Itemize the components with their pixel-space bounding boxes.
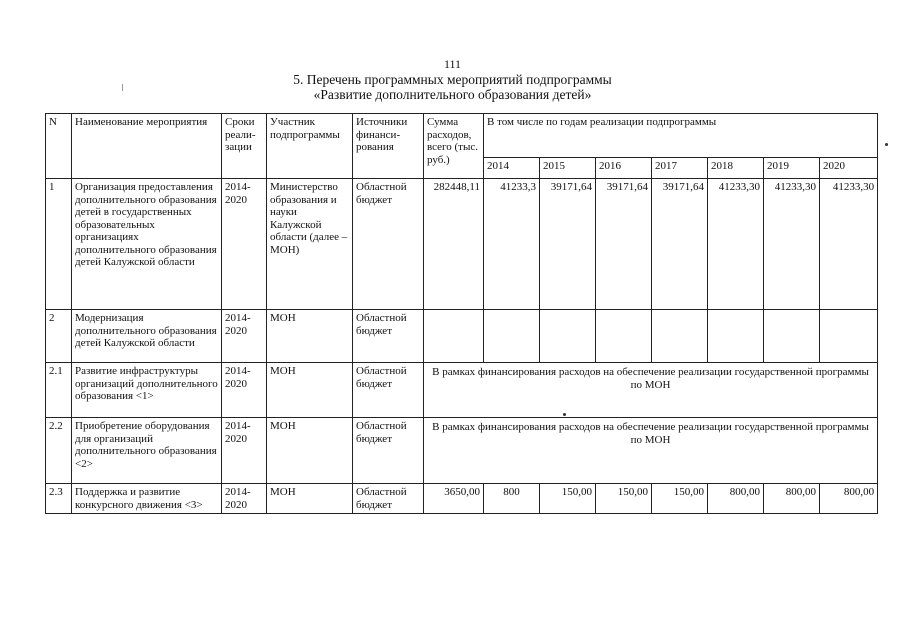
year-header: 2020: [820, 158, 878, 179]
page-title: [0, 72, 905, 102]
year-value: 800,00: [820, 484, 878, 514]
year-value: [540, 310, 596, 363]
funding-source: Областной бюджет: [353, 484, 424, 514]
year-header: 2018: [708, 158, 764, 179]
year-value: 150,00: [540, 484, 596, 514]
funding-source: Областной бюджет: [353, 418, 424, 484]
funding-source: Областной бюджет: [353, 179, 424, 310]
activity-participant: МОН: [267, 418, 353, 484]
funding-source: Областной бюджет: [353, 310, 424, 363]
financing-note: В рамках финансирования расходов на обеспечение реализации государственной программы по МОН: [424, 363, 878, 418]
year-header: 2014: [484, 158, 540, 179]
year-value: 150,00: [652, 484, 708, 514]
year-header: 2016: [596, 158, 652, 179]
title-line-2: «Развитие дополнительного образования детей»: [313, 87, 592, 102]
year-header: 2017: [652, 158, 708, 179]
activity-name: Развитие инфраструктуры организаций дополнительного образования <1>: [72, 363, 222, 418]
activity-name: Модернизация дополнительного образования детей Калужской области: [72, 310, 222, 363]
year-value: 800,00: [708, 484, 764, 514]
financing-note: В рамках финансирования расходов на обеспечение реализации государственной программы по МОН: [424, 418, 878, 484]
header-terms: Сроки реали-зации: [222, 114, 267, 179]
header-n: N: [46, 114, 72, 179]
header-sources: Источники финанси-рования: [353, 114, 424, 179]
row-number: 2.2: [46, 418, 72, 484]
header-total: Сумма расходов, всего (тыс. руб.): [424, 114, 484, 179]
activity-participant: Министерство образования и науки Калужской области (далее – МОН): [267, 179, 353, 310]
header-participant: Участник подпрограммы: [267, 114, 353, 179]
table-row: [46, 484, 878, 514]
year-value: [596, 310, 652, 363]
funding-source: Областной бюджет: [353, 363, 424, 418]
row-number: 1: [46, 179, 72, 310]
year-value: 39171,64: [540, 179, 596, 310]
year-value: 41233,30: [820, 179, 878, 310]
table-row: [46, 418, 878, 484]
header-by-years: В том числе по годам реализации подпрограммы: [484, 114, 878, 158]
year-value: [484, 310, 540, 363]
page-number: 111: [443, 57, 462, 71]
row-number: 2.3: [46, 484, 72, 514]
activity-name: Поддержка и развитие конкурсного движения <3>: [72, 484, 222, 514]
year-value: 150,00: [596, 484, 652, 514]
year-value: 800,00: [764, 484, 820, 514]
table-row: [46, 310, 878, 363]
year-header: 2019: [764, 158, 820, 179]
activity-name: Организация предоставления дополнительного образования детей в государственных образовательных организациях дополнительного образования детей Калужской области: [72, 179, 222, 310]
activity-participant: МОН: [267, 363, 353, 418]
title-line-1: 5. Перечень программных мероприятий подпрограммы: [293, 72, 612, 87]
activity-participant: МОН: [267, 484, 353, 514]
year-value: 39171,64: [652, 179, 708, 310]
total-amount: 282448,11: [424, 179, 484, 310]
year-value: [652, 310, 708, 363]
activity-name: Приобретение оборудования для организаций дополнительного образования <2>: [72, 418, 222, 484]
activity-terms: 2014-2020: [222, 310, 267, 363]
year-value: 41233,30: [764, 179, 820, 310]
year-header: 2015: [540, 158, 596, 179]
total-amount: [424, 310, 484, 363]
activity-terms: 2014-2020: [222, 484, 267, 514]
row-number: 2: [46, 310, 72, 363]
activity-terms: 2014-2020: [222, 179, 267, 310]
header-name: Наименование мероприятия: [72, 114, 222, 179]
year-value: 800: [484, 484, 540, 514]
year-value: [708, 310, 764, 363]
year-value: [820, 310, 878, 363]
table-row: [46, 179, 878, 310]
table-header-row: [46, 114, 878, 158]
year-value: 41233,30: [708, 179, 764, 310]
row-number: 2.1: [46, 363, 72, 418]
scan-speck: [885, 143, 888, 146]
table-row: [46, 363, 878, 418]
activity-terms: 2014-2020: [222, 363, 267, 418]
year-value: 41233,3: [484, 179, 540, 310]
scan-speck: [563, 413, 566, 416]
total-amount: 3650,00: [424, 484, 484, 514]
activity-participant: МОН: [267, 310, 353, 363]
activity-terms: 2014-2020: [222, 418, 267, 484]
year-value: [764, 310, 820, 363]
scan-speck: [122, 84, 123, 91]
program-activities-table: [45, 113, 878, 514]
year-value: 39171,64: [596, 179, 652, 310]
